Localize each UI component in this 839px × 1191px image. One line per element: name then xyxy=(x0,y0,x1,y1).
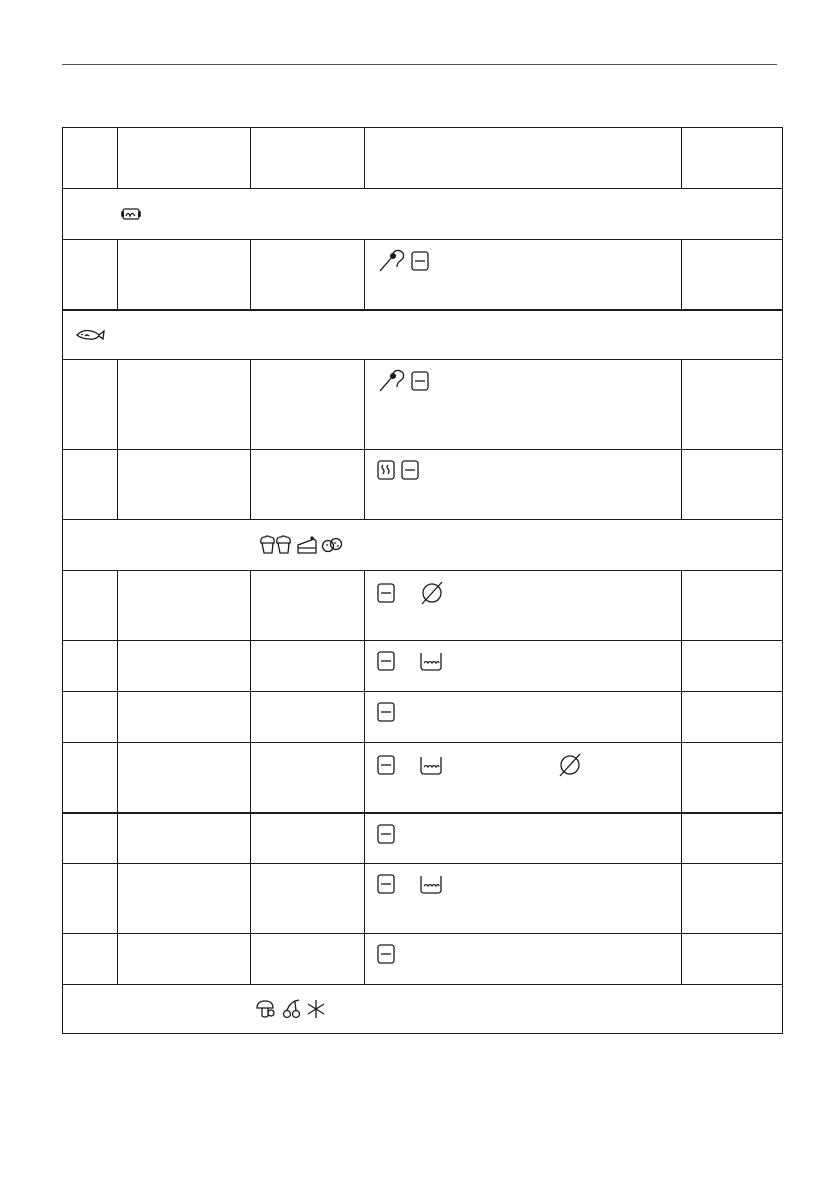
header-cell xyxy=(251,128,365,189)
water-tray-icon xyxy=(418,754,444,776)
cooking-table xyxy=(62,127,783,1034)
symbols-cell xyxy=(365,450,682,520)
no-tray-icon xyxy=(556,752,584,778)
header-cell xyxy=(682,128,783,189)
header-cell xyxy=(365,128,682,189)
symbols-cell xyxy=(365,240,682,310)
cookies-icon xyxy=(321,535,343,555)
category-row xyxy=(63,520,783,571)
symbols-cell xyxy=(365,813,682,864)
water-tray-icon xyxy=(418,873,444,895)
category-cell xyxy=(63,310,783,360)
table-header-row xyxy=(63,128,783,189)
shelf-level-icon xyxy=(376,943,396,965)
table-row xyxy=(63,240,783,310)
steam-icon xyxy=(376,459,396,481)
symbols-cell xyxy=(365,641,682,692)
water-tray-icon xyxy=(418,650,444,672)
table-row xyxy=(63,934,783,985)
cake-slice-icon xyxy=(296,535,318,555)
symbols-cell xyxy=(365,743,682,813)
category-cell xyxy=(63,520,783,571)
table-row xyxy=(63,692,783,743)
tray-food-icon xyxy=(121,207,141,221)
table-row xyxy=(63,641,783,692)
shelf-level-icon xyxy=(376,582,396,604)
table-row xyxy=(63,743,783,813)
symbols-cell xyxy=(365,692,682,743)
symbols-cell xyxy=(365,934,682,985)
muffin-icon xyxy=(259,535,293,555)
page-top-rule xyxy=(62,64,777,65)
shelf-level-icon xyxy=(376,650,396,672)
no-tray-icon xyxy=(418,580,446,606)
fish-icon xyxy=(75,328,105,342)
snowflake-icon xyxy=(307,999,325,1019)
table-row xyxy=(63,813,783,864)
symbols-cell xyxy=(365,864,682,934)
cherries-icon xyxy=(281,999,303,1019)
shelf-level-icon xyxy=(410,250,430,272)
shelf-level-icon xyxy=(400,459,420,481)
shelf-level-icon xyxy=(376,754,396,776)
table-row xyxy=(63,864,783,934)
symbols-cell xyxy=(365,571,682,641)
shelf-level-icon xyxy=(376,873,396,895)
category-row xyxy=(63,189,783,240)
shelf-level-icon xyxy=(376,823,396,845)
header-cell xyxy=(118,128,251,189)
category-row xyxy=(63,985,783,1034)
symbols-cell xyxy=(365,360,682,450)
category-cell xyxy=(63,189,783,240)
category-row xyxy=(63,310,783,360)
shelf-level-icon xyxy=(376,701,396,723)
table-row xyxy=(63,360,783,450)
food-probe-icon xyxy=(376,249,406,273)
food-probe-icon xyxy=(376,369,406,393)
shelf-level-icon xyxy=(410,370,430,392)
mushroom-icon xyxy=(255,999,277,1019)
header-cell xyxy=(63,128,118,189)
table-row xyxy=(63,571,783,641)
category-cell xyxy=(63,985,783,1034)
table-row xyxy=(63,450,783,520)
